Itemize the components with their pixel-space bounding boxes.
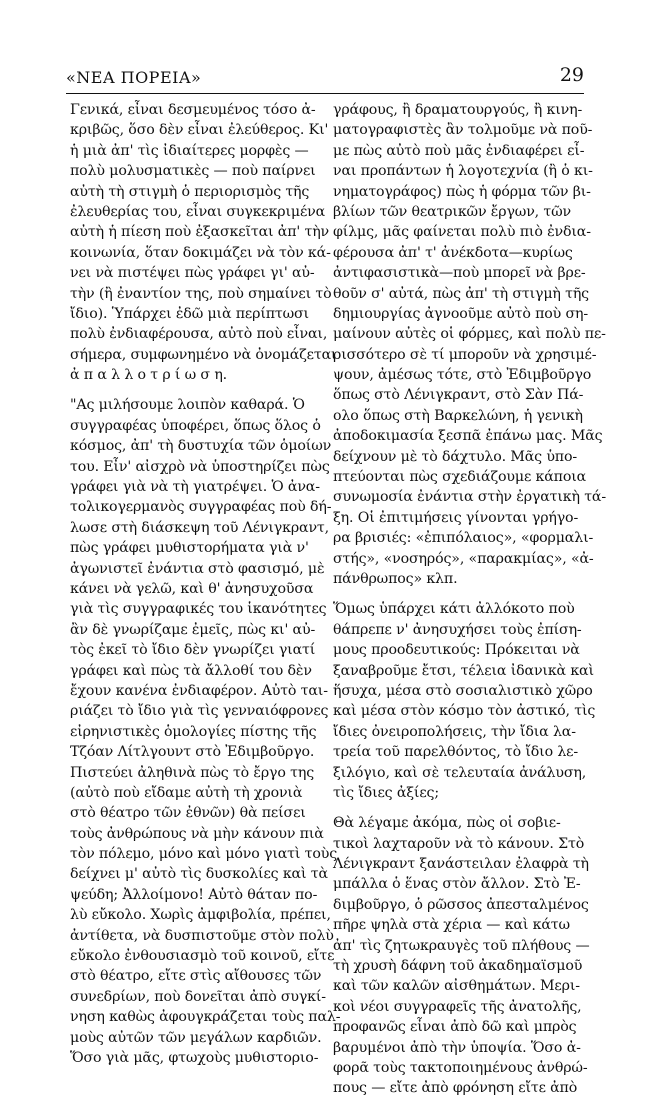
text-line: ναι προπάντων ἡ λογοτεχνία (ἢ ὁ κι- bbox=[333, 163, 593, 180]
left-paragraph-1 bbox=[70, 100, 337, 385]
text-line: κοὶ νέοι συγγραφεῖς τῆς ἀνατολῆς, bbox=[333, 998, 582, 1015]
text-line: γιὰ τὶς συγγραφικές του ἱκανότητες bbox=[70, 601, 327, 618]
text-line: φίλμς, μᾶς φαίνεται πολὺ πιὸ ἐνδια- bbox=[333, 224, 591, 241]
text-line: ἴδιο). Ὑπάρχει ἐδῶ μιὰ περίπτωσι bbox=[70, 305, 309, 322]
text-line: ἀντίθετα, νὰ δυσπιστοῦμε στὸν πολὺ bbox=[70, 927, 334, 944]
text-line: ματογραφιστὲς ἂν τολμοῦμε νὰ ποῦ- bbox=[333, 122, 593, 139]
text-line: γράφει γιὰ νὰ τὴ γιατρέψει. Ὁ ἀνα- bbox=[70, 479, 320, 496]
text-line: ξαναβροῦμε ἔτσι, τέλεια ἰδανικὰ καὶ bbox=[333, 662, 594, 679]
text-line: πους — εἴτε ἀπὸ φρόνηση εἴτε ἀπὸ bbox=[333, 1080, 578, 1097]
text-line: κριβῶς, ὅσο δὲν εἶναι ἐλεύθερος. Κι' bbox=[70, 122, 329, 139]
text-line: μοὺς αὐτῶν τῶν μεγάλων καρδιῶν. bbox=[70, 1029, 322, 1046]
text-line: εὔκολο ἐνθουσιασμὸ τοῦ κοινοῦ, εἴτε bbox=[70, 948, 335, 965]
text-line: αὐτὴ τὴ στιγμὴ ὁ περιορισμὸς τῆς bbox=[70, 183, 310, 200]
text-line: στὸ θέατρο τῶν ἐθνῶν) θὰ πείσει bbox=[70, 805, 306, 822]
text-line: κάνει νὰ γελῶ, καὶ θ' ἀνησυχοῦσα bbox=[70, 580, 314, 597]
text-line: θάπρεπε ν' ἀνησυχήσει τοὺς ἐπίση- bbox=[333, 621, 582, 638]
text-line: ἔχουν κανένα ἐνδιαφέρον. Αὐτὸ ται- bbox=[70, 682, 328, 699]
text-line: "Ας μιλήσουμε λοιπὸν καθαρά. Ὁ bbox=[70, 397, 305, 414]
left-paragraph-2 bbox=[70, 395, 341, 1068]
header-rule bbox=[66, 93, 584, 94]
text-line: ἂν δὲ γνωρίζαμε ἐμεῖς, πὼς κι' αὐ- bbox=[70, 621, 316, 638]
text-line: διμβοῦργο, ὁ ρῶσσος ἀπεσταλμένος bbox=[333, 896, 589, 913]
text-line: νηματογράφος) πὼς ἡ φόρμα τῶν βι- bbox=[333, 183, 591, 200]
text-line: ἀπ' τὶς ζητωκραυγὲς τοῦ πλήθους — bbox=[333, 937, 590, 954]
text-line: μαίνουν αὐτὲς οἱ φόρμες, καὶ πολὺ πε- bbox=[333, 326, 606, 343]
text-line: Ὅσο γιὰ μᾶς, φτωχοὺς μυθιστοριο- bbox=[70, 1049, 319, 1066]
text-line: νει νὰ πιστέψει πὼς γράφει γι' αὐ- bbox=[70, 265, 315, 282]
right-paragraph-2 bbox=[333, 599, 596, 803]
text-line: ψουν, ἀμέσως τότε, στὸ Ἐδιμβοῦργο bbox=[333, 367, 592, 384]
text-line: τρεία τοῦ παρελθόντος, τὸ ἴδιο λε- bbox=[333, 744, 579, 761]
text-line: βλίων τῶν θεατρικῶν ἔργων, τῶν bbox=[333, 203, 571, 220]
text-line: τὴν (ἢ ἐναντίον της, ποὺ σημαίνει τὸ bbox=[70, 285, 332, 302]
page-number: 29 bbox=[559, 64, 584, 86]
text-line: πολὺ μολυσματικὲς — ποὺ παίρνει bbox=[70, 163, 316, 180]
text-line: τοὺς ἀνθρώπους νὰ μὴν κάνουν πιὰ bbox=[70, 825, 324, 842]
text-line: ὅπως στὸ Λένιγκραντ, στὸ Σὰν Πά- bbox=[333, 387, 584, 404]
text-line: τικοὶ λαχταροῦν νὰ τὸ κάνουν. Στὸ bbox=[333, 835, 585, 852]
text-line: συγγραφέας ὑποφέρει, ὅπως ὅλος ὁ bbox=[70, 417, 321, 434]
text-line: ἐλευθερίας του, εἶναι συγκεκριμένα bbox=[70, 203, 326, 220]
left-column bbox=[70, 100, 341, 1068]
text-line: φορᾶ τοὺς τακτοποιημένους ἀνθρώ- bbox=[333, 1059, 588, 1076]
text-line: ριάζει τὸ ἴδιο γιὰ τὶς γενναιόφρονες bbox=[70, 703, 329, 720]
text-line: πάνθρωπος» κλπ. bbox=[333, 570, 458, 587]
text-line: συνεδρίων, ποὺ δονεῖται ἀπὸ συγκί- bbox=[70, 988, 326, 1005]
text-line: ολο ὅπως στὴ Βαρκελώνη, ἡ γενικὴ bbox=[333, 407, 583, 424]
text-line: ἀ π α λ λ ο τ ρ ί ω σ η. bbox=[70, 367, 228, 384]
text-line: πολὺ ἐνδιαφέρουσα, αὐτὸ ποὺ εἶναι, bbox=[70, 326, 328, 343]
text-line: θοῦν σ' αὐτά, πὼς ἀπ' τὴ στιγμὴ τῆς bbox=[333, 285, 589, 302]
text-line: λὺ εὔκολο. Χωρὶς ἀμφιβολία, πρέπει, bbox=[70, 907, 331, 924]
paragraph-gap bbox=[333, 589, 583, 599]
text-line: δείχνει μ' αὐτὸ τὶς δυσκολίες καὶ τὰ bbox=[70, 866, 328, 883]
text-line: ἥσυχα, μέσα στὸ σοσιαλιστικὸ χῶρο bbox=[333, 682, 593, 699]
text-line: συνωμοσία ἐνάντια στὴν ἐργατικὴ τά- bbox=[333, 489, 606, 506]
right-column bbox=[333, 100, 606, 1099]
right-paragraph-3 bbox=[333, 813, 590, 1098]
text-line: κοινωνία, ὅταν δοκιμάζει νὰ τὸν κά- bbox=[70, 244, 331, 261]
paragraph-gap bbox=[70, 385, 322, 395]
text-line: ἡ μιὰ ἀπ' τὶς ἰδιαίτερες μορφὲς — bbox=[70, 142, 309, 159]
text-line: εἰρηνιστικὲς ὁμολογίες πίστης τῆς bbox=[70, 723, 317, 740]
text-line: πῆρε ψηλὰ στὰ χέρια — καὶ κάτω bbox=[333, 917, 570, 934]
text-line: με πὼς αὐτὸ ποὺ μᾶς ἐνδιαφέρει εἶ- bbox=[333, 142, 585, 159]
text-line: καὶ τῶν καλῶν αἰσθημάτων. Μερι- bbox=[333, 978, 580, 995]
text-line: τὸς ἐκεῖ τὸ ἴδιο δὲν γνωρίζει γιατί bbox=[70, 642, 316, 659]
text-line: τὸν πόλεμο, μόνο καὶ μόνο γιατὶ τοὺς bbox=[70, 846, 338, 863]
text-line: γράφους, ἢ δραματουργούς, ἢ κινη- bbox=[333, 102, 583, 118]
text-line: ἴδιες ὀνειροπολήσεις, τὴν ἴδια λα- bbox=[333, 723, 576, 740]
text-line: κόσμος, ἀπ' τὴ δυστυχία τῶν ὁμοίων bbox=[70, 438, 332, 455]
text-line: τολικογερμανὸς συγγραφέας ποὺ δή- bbox=[70, 499, 332, 516]
text-line: φέρουσα ἀπ' τ' ἀνέκδοτα—κυρίως bbox=[333, 244, 573, 261]
text-line: Ὅμως ὑπάρχει κάτι ἀλλόκοτο ποὺ bbox=[333, 601, 575, 618]
running-head: «ΝΕΑ ΠΟΡΕΙΑ» bbox=[66, 68, 202, 87]
text-line: καὶ μέσα στὸν κόσμο τὸν ἀστικό, τὶς bbox=[333, 703, 596, 720]
text-line: γράφει καὶ πὼς τὰ ἄλλοθί του δὲν bbox=[70, 662, 312, 679]
text-line: ἀγωνιστεῖ ἐνάντια στὸ φασισμό, μὲ bbox=[70, 560, 325, 577]
text-line: μπάλλα ὁ ἕνας στὸν ἄλλον. Στὸ Ἐ- bbox=[333, 876, 581, 893]
text-line: σήμερα, συμφωνημένο νὰ ὀνομάζεται bbox=[70, 346, 337, 363]
text-line: λωσε στὴ διάσκεψη τοῦ Λένιγκραντ, bbox=[70, 519, 329, 536]
text-line: ξη. Οἱ ἐπιτιμήσεις γίνονται γρήγο- bbox=[333, 509, 579, 526]
text-line: βαρυμένοι ἀπὸ τὴν ὑποψία. Ὅσο ἀ- bbox=[333, 1039, 581, 1056]
text-line: στὸ θέατρο, εἴτε στὶς αἴθουσες τῶν bbox=[70, 968, 322, 985]
text-line: τὴ χρυσὴ δάφνη τοῦ ἀκαδημαϊσμοῦ bbox=[333, 958, 583, 975]
page-header bbox=[66, 62, 584, 90]
text-line: νηση καθὼς ἀφουγκράζεται τοὺς παλ- bbox=[70, 1009, 341, 1026]
text-line: Θὰ λέγαμε ἀκόμα, πὼς οἱ σοβιε- bbox=[333, 815, 561, 832]
text-line: Πιστεύει ἀληθινὰ πὼς τὸ ἔργο της bbox=[70, 764, 314, 781]
text-line: δείχνουν μὲ τὸ δάχτυλο. Μᾶς ὑπο- bbox=[333, 448, 578, 465]
text-line: στής», «νοσηρός», «παρακμίας», «ἀ- bbox=[333, 550, 594, 567]
text-line: ρισσότερο σὲ τί μποροῦν νὰ χρησιμέ- bbox=[333, 346, 597, 363]
text-line: πὼς γράφει μυθιστορήματα γιὰ ν' bbox=[70, 540, 309, 557]
text-line: ξιλόγιο, καὶ σὲ τελευταία ἀνάλυση, bbox=[333, 764, 587, 781]
text-line: (αὐτὸ ποὺ εἴδαμε αὐτὴ τὴ χρονιὰ bbox=[70, 784, 303, 801]
text-line: προφανῶς εἶναι ἀπὸ δῶ καὶ μπρὸς bbox=[333, 1019, 577, 1036]
text-line: πτεύονται πὼς σχεδιάζουμε κάποια bbox=[333, 469, 587, 486]
text-line: ἀποδοκιμασία ξεσπᾶ ἐπάνω μας. Μᾶς bbox=[333, 428, 603, 445]
text-line: Λένιγκραντ ξανάστειλαν ἐλαφρὰ τὴ bbox=[333, 856, 589, 873]
right-paragraph-1 bbox=[333, 100, 606, 589]
text-line: αὐτὴ ἡ πίεση ποὺ ἐξασκεῖται ἀπ' τὴν bbox=[70, 224, 330, 241]
text-line: δημιουργίας ἀγνοοῦμε αὐτὸ ποὺ ση- bbox=[333, 305, 589, 322]
text-line: του. Εἶν' αἰσχρὸ νὰ ὑποστηρίζει πὼς bbox=[70, 458, 330, 475]
text-line: μους προοδευτικούς: Πρόκειται νὰ bbox=[333, 642, 580, 659]
paragraph-gap bbox=[333, 803, 583, 813]
text-line: ψεύδη; Ἀλλοίμονο! Αὐτὸ θάταν πο- bbox=[70, 886, 318, 903]
text-line: τὶς ἴδιες ἀξίες; bbox=[333, 784, 439, 801]
text-line: Τζόαν Λίτλγουντ στὸ Ἐδιμβοῦργο. bbox=[70, 744, 315, 761]
text-line: Γενικά, εἶναι δεσμευμένος τόσο ἀ- bbox=[70, 102, 316, 118]
text-line: ἀντιφασιστικὰ—ποὺ μπορεῖ νὰ βρε- bbox=[333, 265, 586, 282]
text-line: ρα βρισιές: «ἐπιπόλαιος», «φορμαλι- bbox=[333, 530, 594, 547]
